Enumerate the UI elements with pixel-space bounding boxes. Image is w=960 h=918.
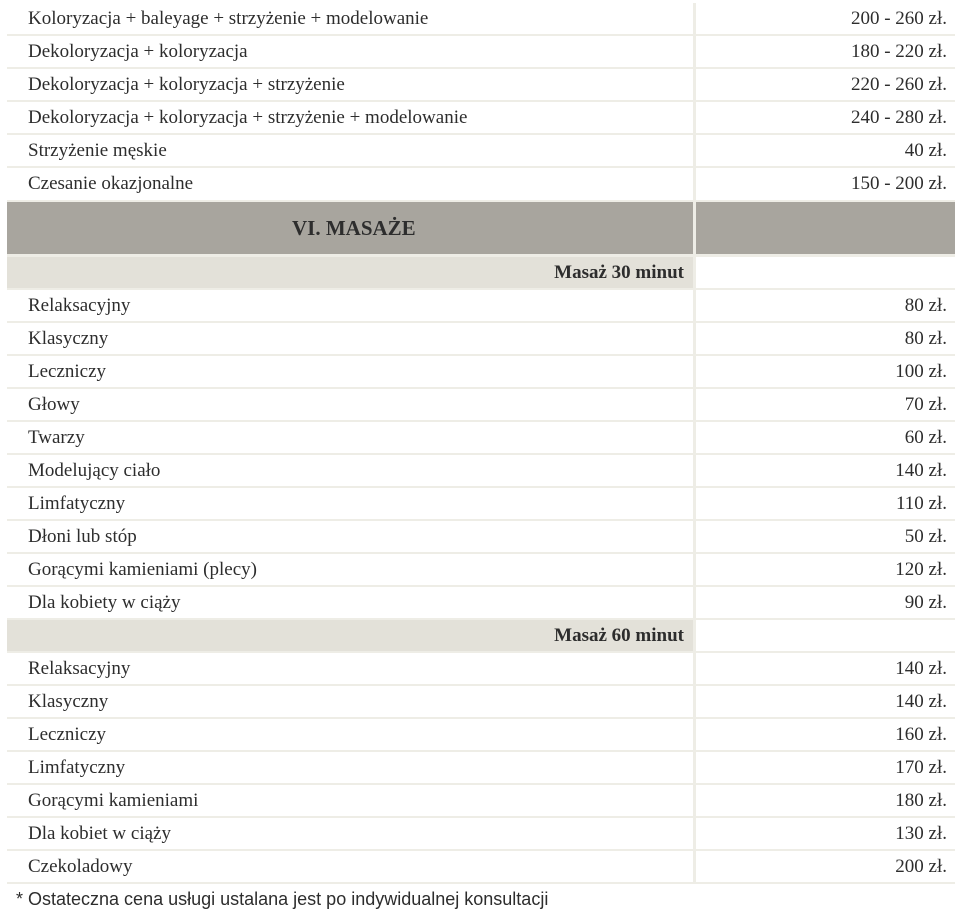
service-price: 50 zł. bbox=[696, 521, 955, 552]
service-price: 70 zł. bbox=[696, 389, 955, 420]
table-row bbox=[7, 554, 955, 585]
service-name: Klasyczny bbox=[7, 323, 693, 354]
service-name: Dekoloryzacja + koloryzacja bbox=[7, 36, 693, 67]
service-price: 220 - 260 zł. bbox=[696, 69, 955, 100]
table-row bbox=[7, 818, 955, 849]
service-name: Głowy bbox=[7, 389, 693, 420]
service-price: 80 zł. bbox=[696, 323, 955, 354]
table-row bbox=[7, 356, 955, 387]
table-row bbox=[7, 785, 955, 816]
service-name: Leczniczy bbox=[7, 356, 693, 387]
service-name: Klasyczny bbox=[7, 686, 693, 717]
table-row bbox=[7, 422, 955, 453]
service-name: Czekoladowy bbox=[7, 851, 693, 882]
service-name: Gorącymi kamieniami (plecy) bbox=[7, 554, 693, 585]
service-name: Modelujący ciało bbox=[7, 455, 693, 486]
service-name: Leczniczy bbox=[7, 719, 693, 750]
service-price: 40 zł. bbox=[696, 135, 955, 166]
service-name: Limfatyczny bbox=[7, 752, 693, 783]
table-row bbox=[7, 389, 955, 420]
table-row bbox=[7, 521, 955, 552]
service-price: 180 - 220 zł. bbox=[696, 36, 955, 67]
service-price: 160 zł. bbox=[696, 719, 955, 750]
service-price: 200 zł. bbox=[696, 851, 955, 882]
subheader-row bbox=[7, 257, 955, 288]
table-row bbox=[7, 488, 955, 519]
table-row bbox=[7, 69, 955, 100]
service-price: 80 zł. bbox=[696, 290, 955, 321]
price-list-table bbox=[7, 3, 955, 915]
service-price: 240 - 280 zł. bbox=[696, 102, 955, 133]
service-price: 140 zł. bbox=[696, 686, 955, 717]
subheader-price-cell bbox=[696, 257, 955, 288]
table-row bbox=[7, 102, 955, 133]
table-row bbox=[7, 36, 955, 67]
service-name: Twarzy bbox=[7, 422, 693, 453]
service-name: Dekoloryzacja + koloryzacja + strzyżenie bbox=[7, 69, 693, 100]
table-row bbox=[7, 653, 955, 684]
subheader-title: Masaż 30 minut bbox=[7, 257, 693, 288]
service-price: 170 zł. bbox=[696, 752, 955, 783]
service-name: Strzyżenie męskie bbox=[7, 135, 693, 166]
footnote: * Ostateczna cena usługi ustalana jest po indywidualnej konsultacji bbox=[7, 884, 955, 915]
section-header-price-cell bbox=[696, 202, 955, 254]
subheader-title: Masaż 60 minut bbox=[7, 620, 693, 651]
service-price: 200 - 260 zł. bbox=[696, 3, 955, 34]
subheader-row bbox=[7, 620, 955, 651]
service-price: 110 zł. bbox=[696, 488, 955, 519]
service-name: Dłoni lub stóp bbox=[7, 521, 693, 552]
subheader-price-cell bbox=[696, 620, 955, 651]
table-row bbox=[7, 323, 955, 354]
service-price: 90 zł. bbox=[696, 587, 955, 618]
service-price: 60 zł. bbox=[696, 422, 955, 453]
table-row bbox=[7, 851, 955, 882]
service-name: Dla kobiet w ciąży bbox=[7, 818, 693, 849]
table-row bbox=[7, 752, 955, 783]
table-row bbox=[7, 290, 955, 321]
service-name: Limfatyczny bbox=[7, 488, 693, 519]
service-name: Czesanie okazjonalne bbox=[7, 168, 693, 200]
service-name: Koloryzacja + baleyage + strzyżenie + modelowanie bbox=[7, 3, 693, 34]
service-name: Dla kobiety w ciąży bbox=[7, 587, 693, 618]
service-price: 120 zł. bbox=[696, 554, 955, 585]
service-name: Relaksacyjny bbox=[7, 653, 693, 684]
service-price: 130 zł. bbox=[696, 818, 955, 849]
section-title: VI. MASAŻE bbox=[7, 202, 693, 254]
service-name: Gorącymi kamieniami bbox=[7, 785, 693, 816]
section-header bbox=[7, 202, 955, 254]
service-price: 180 zł. bbox=[696, 785, 955, 816]
service-price: 140 zł. bbox=[696, 653, 955, 684]
service-price: 150 - 200 zł. bbox=[696, 168, 955, 200]
service-price: 100 zł. bbox=[696, 356, 955, 387]
table-row bbox=[7, 455, 955, 486]
service-name: Relaksacyjny bbox=[7, 290, 693, 321]
table-row bbox=[7, 3, 955, 34]
table-row bbox=[7, 686, 955, 717]
footnote-row bbox=[7, 884, 955, 915]
service-name: Dekoloryzacja + koloryzacja + strzyżenie + modelowanie bbox=[7, 102, 693, 133]
service-price: 140 zł. bbox=[696, 455, 955, 486]
table-row bbox=[7, 168, 955, 200]
table-row bbox=[7, 719, 955, 750]
table-row bbox=[7, 135, 955, 166]
table-row bbox=[7, 587, 955, 618]
